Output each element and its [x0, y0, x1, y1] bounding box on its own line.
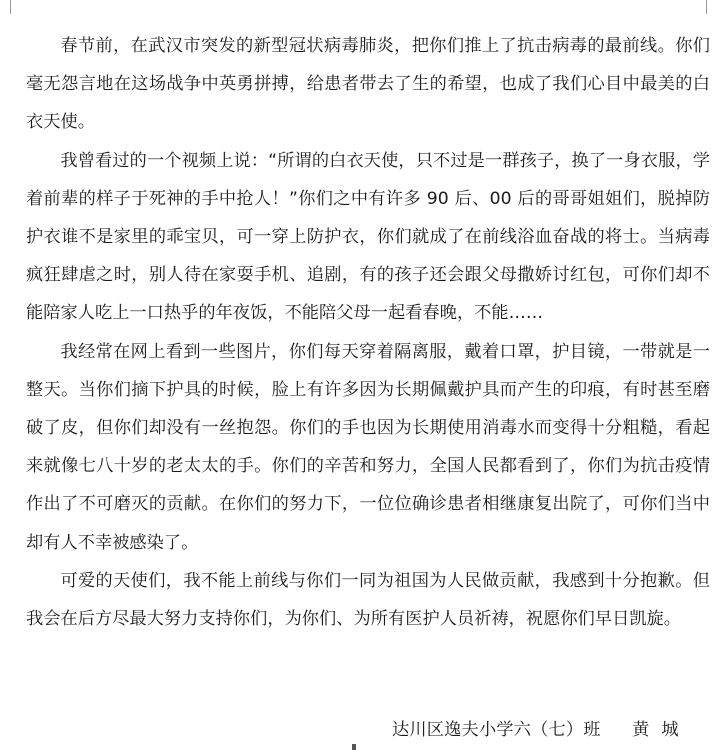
paragraph-1: 春节前，在武汉市突发的新型冠状病毒肺炎，把你们推上了抗击病毒的最前线。你们毫无怨言地在这场战争中英勇拼搏，给患者带去了生的希望，也成了我们心目中最美的白衣天使。	[26, 36, 710, 133]
paragraph-4: 可爱的天使们，我不能上前线与你们一同为祖国为人民做贡献，我感到十分抱歉。但我会在后方尽最大努力支持你们，为你们、为所有医护人员祈祷，祝愿你们早日凯旋。	[26, 570, 710, 630]
signature-line	[392, 718, 691, 742]
paragraph-3: 我经常在网上看到一些图片，你们每天穿着隔离服，戴着口罩，护目镜，一带就是一整天。当你们摘下护具的时候，脸上有许多因为长期佩戴护具而产生的印痕，有时甚至磨破了皮，但你们却没有一丝抱怨。你们的手也因为长期使用消毒水而变得十分粗糙，看起来就像七八十岁的老太太的手。你们的辛苦和努力，全国人民都看到了，你们为抗击疫情作出了不可磨灭的贡献。在你们的努力下，一位位确诊患者相继康复出院了，可你们当中却有人不幸被感染了。	[26, 341, 710, 553]
page-corner-mark-right	[706, 0, 707, 14]
paragraph-2: 我曾看过的一个视频上说：“所谓的白衣天使，只不过是一群孩子，换了一身衣服，学着前辈的样子于死神的手中抢人！”你们之中有许多 90 后、00 后的哥哥姐姐们，脱掉防护衣谁不是家里的乖宝贝，可一穿上防护衣，你们就成了在前线浴血奋战的将士。当病毒疯狂肆虐之时，别人待在家耍手机、追剧，有的孩子还会跟父母撒娇讨红包，可你们却不能陪家人吃上一口热乎的年夜饭，不能陪父母一起看春晚，不能……	[26, 150, 710, 324]
letter-body	[26, 27, 710, 638]
signature-school-class: 达川区逸夫小学六（七）班	[392, 720, 601, 740]
cut-off-text-fragment	[322, 744, 382, 750]
page-corner-mark-left	[10, 0, 11, 14]
signature-author: 黄城	[632, 720, 691, 740]
